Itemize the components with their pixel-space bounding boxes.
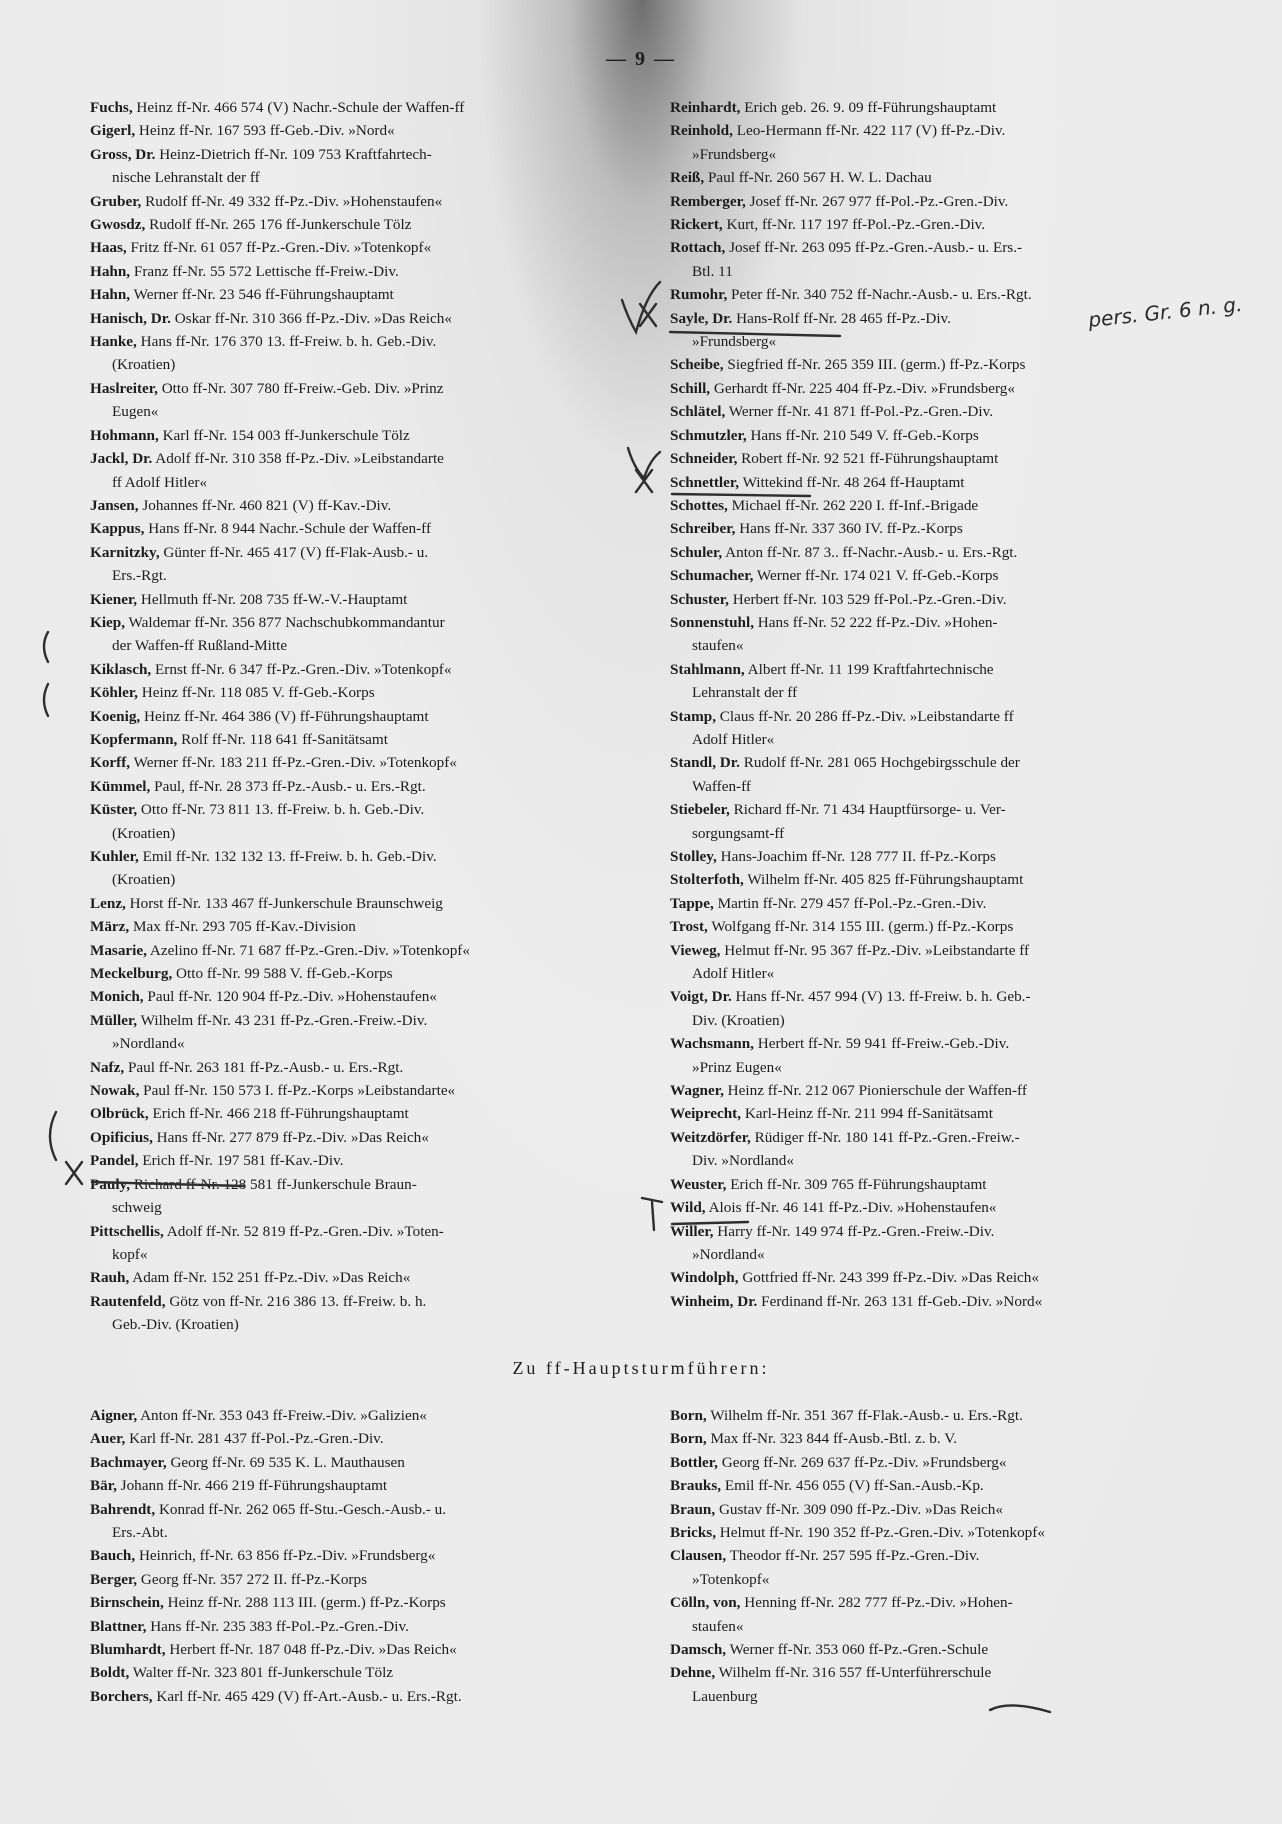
entry-surname: Trost,	[670, 918, 708, 936]
entry-details: Karl-Heinz ff-Nr. 211 994 ff-Sanitätsamt	[741, 1105, 993, 1123]
entry-surname: Pauly,	[90, 1175, 131, 1193]
entry-details: Waffen-ff	[692, 777, 751, 795]
entry-details: Heinz ff-Nr. 464 386 (V) ff-Führungshauptamt	[140, 707, 429, 725]
entry-surname: Fuchs,	[90, 99, 133, 116]
entry-details: Werner ff-Nr. 353 060 ff-Pz.-Gren.-Schule	[726, 1641, 989, 1659]
entry-details: Albert ff-Nr. 11 199 Kraftfahrtechnische	[744, 660, 994, 678]
entry-details: Gerhardt ff-Nr. 225 404 ff-Pz.-Div. »Frundsberg«	[710, 379, 1015, 397]
entry-surname: Meckelburg,	[90, 965, 173, 983]
entry-details: Fritz ff-Nr. 61 057 ff-Pz.-Gren.-Div. »Totenkopf«	[126, 239, 432, 257]
entry-details: Richard ff-Nr. 71 434 Hauptfürsorge- u. Ver-	[729, 801, 1006, 819]
entry-surname: Hanke,	[90, 333, 137, 351]
entry-surname: Stolley,	[670, 848, 717, 865]
entry-surname: Braun,	[670, 1500, 716, 1518]
entry-details: »Nordland«	[692, 1245, 765, 1263]
entry-surname: Wachsmann,	[670, 1035, 754, 1053]
entry-surname: Hahn,	[90, 286, 131, 304]
entry-details: »Frundsberg«	[692, 333, 777, 351]
entry-details: Georg ff-Nr. 69 535 K. L. Mauthausen	[166, 1453, 405, 1471]
entry-details: Michael ff-Nr. 262 220 I. ff-Inf.-Brigade	[727, 496, 979, 514]
entry-details: Heinz ff-Nr. 212 067 Pionierschule der Waffen-ff	[723, 1082, 1027, 1100]
entry-surname: Masarie,	[90, 941, 147, 959]
entry-surname: Gross, Dr.	[90, 145, 156, 163]
entry-details: (Kroatien)	[112, 356, 176, 374]
entry-details: Karl ff-Nr. 154 003 ff-Junkerschule Tölz	[158, 426, 410, 444]
entry-surname: Boldt,	[90, 1664, 130, 1682]
entry-details: Lauenburg	[692, 1687, 758, 1705]
entry-details: Gottfried ff-Nr. 243 399 ff-Pz.-Div. »Das Reich«	[738, 1269, 1039, 1287]
entry-surname: Bottler,	[670, 1453, 718, 1471]
entry-details: Claus ff-Nr. 20 286 ff-Pz.-Div. »Leibstandarte ff	[716, 707, 1014, 725]
entry-details: Alois ff-Nr. 46 141 ff-Pz.-Div. »Hohenstaufen«	[705, 1199, 997, 1217]
entry-details: Btl. 11	[692, 262, 733, 280]
entry-surname: Stahlmann,	[670, 660, 745, 678]
entry-details: Robert ff-Nr. 92 521 ff-Führungshauptamt	[737, 450, 999, 468]
entry-surname: Borchers,	[90, 1687, 153, 1705]
entry-details: Ers.-Abt.	[112, 1524, 168, 1542]
entry-surname: Bahrendt,	[90, 1500, 156, 1518]
entry-surname: Rauh,	[90, 1269, 130, 1287]
entry-details: staufen«	[692, 1617, 744, 1635]
entry-surname: Kiep,	[90, 613, 126, 631]
entry-surname: Kiklasch,	[90, 660, 152, 678]
entry-surname: Gigerl,	[90, 122, 136, 140]
entry-details: der Waffen-ff Rußland-Mitte	[112, 637, 288, 655]
entry-surname: Blumhardt,	[90, 1641, 166, 1659]
entry-surname: Gwosdz,	[90, 216, 146, 234]
entry-surname: Gruber,	[90, 192, 142, 210]
entry-details: Herbert ff-Nr. 103 529 ff-Pol.-Pz.-Gren.-Div.	[728, 590, 1007, 608]
entry-surname: Kümmel,	[90, 777, 151, 795]
entry-details: Heinrich, ff-Nr. 63 856 ff-Pz.-Div. »Frundsberg«	[135, 1547, 436, 1565]
entry-details: Wittekind ff-Nr. 48 264 ff-Hauptamt	[739, 473, 965, 491]
entry-details: Geb.-Div. (Kroatien)	[112, 1316, 239, 1334]
entry-details: Karl ff-Nr. 281 437 ff-Pol.-Pz.-Gren.-Div.	[125, 1430, 384, 1448]
entry-surname: Reinhold,	[670, 122, 733, 140]
entry-details: staufen«	[692, 637, 744, 655]
entry-surname: Monich,	[90, 988, 144, 1006]
entry-surname: Schottes,	[670, 496, 728, 514]
entry-surname: Olbrück,	[90, 1105, 149, 1123]
entry-surname: Nafz,	[90, 1058, 125, 1076]
entry-details: Ers.-Rgt.	[112, 567, 167, 585]
entry-details: Heinz ff-Nr. 118 085 V. ff-Geb.-Korps	[137, 684, 375, 702]
entry-details: Paul ff-Nr. 150 573 I. ff-Pz.-Korps »Leibstandarte«	[139, 1082, 456, 1100]
entry-details: Otto ff-Nr. 73 811 13. ff-Freiw. b. h. Geb.-Div.	[137, 801, 425, 819]
entry-details: Henning ff-Nr. 282 777 ff-Pz.-Div. »Hohen-	[740, 1594, 1013, 1612]
entry-surname: März,	[90, 918, 130, 936]
entry-surname: Kappus,	[90, 520, 145, 538]
entry-details: Rolf ff-Nr. 118 641 ff-Sanitätsamt	[177, 730, 388, 748]
underline-schnettler	[672, 494, 810, 496]
entry-surname: Köhler,	[90, 684, 138, 702]
entry-details: Werner ff-Nr. 183 211 ff-Pz.-Gren.-Div. »Totenkopf«	[130, 754, 457, 772]
entry-details: Johann ff-Nr. 466 219 ff-Führungshauptamt	[116, 1477, 388, 1495]
entry-surname: Born,	[670, 1407, 707, 1424]
entry-details: Johannes ff-Nr. 460 821 (V) ff-Kav.-Div.	[138, 496, 392, 514]
entry-surname: Schumacher,	[670, 567, 754, 585]
entry-details: Lehranstalt der ff	[692, 684, 798, 702]
entry-surname: Weitzdörfer,	[670, 1128, 751, 1146]
x-mark-schnettler	[636, 470, 652, 492]
entry-surname: Kopfermann,	[90, 730, 178, 748]
entry-surname: Schneider,	[670, 450, 738, 468]
x-mark-pauly	[66, 1162, 82, 1184]
entry-details: Günter ff-Nr. 465 417 (V) ff-Flak-Ausb.- u.	[159, 543, 429, 561]
entry-details: Theodor ff-Nr. 257 595 ff-Pz.-Gren.-Div.	[726, 1547, 980, 1565]
entry-surname: Stolterfoth,	[670, 871, 744, 889]
entry-details: Hans ff-Nr. 52 222 ff-Pz.-Div. »Hohen-	[754, 613, 998, 631]
entry-details: Adam ff-Nr. 152 251 ff-Pz.-Div. »Das Reich«	[129, 1269, 411, 1287]
entry-surname: Vieweg,	[670, 941, 721, 959]
entry-details: Hans ff-Nr. 235 383 ff-Pol.-Pz.-Gren.-Div.	[146, 1617, 409, 1635]
entry-details: Adolf Hitler«	[692, 965, 775, 983]
entry-details: Azelino ff-Nr. 71 687 ff-Pz.-Gren.-Div. »Totenkopf«	[146, 941, 470, 959]
entry-details: Oskar ff-Nr. 310 366 ff-Pz.-Div. »Das Reich«	[170, 309, 452, 327]
entry-details: ff Adolf Hitler«	[112, 473, 208, 491]
entry-surname: Stamp,	[670, 707, 716, 725]
entry-details: Eugen«	[112, 403, 159, 421]
stroke-bottom	[990, 1705, 1050, 1712]
entry-details: Div. (Kroatien)	[692, 1011, 785, 1029]
entry-details: Wolfgang ff-Nr. 314 155 III. (germ.) ff-Pz.-Korps	[707, 918, 1014, 936]
entry-details: Waldemar ff-Nr. 356 877 Nachschubkommandantur	[125, 613, 445, 631]
entry-details: Rudolf ff-Nr. 49 332 ff-Pz.-Div. »Hohenstaufen«	[141, 192, 443, 210]
entry-surname: Karnitzky,	[90, 543, 160, 561]
entry-surname: Küster,	[90, 801, 138, 819]
entry-details: Herbert ff-Nr. 187 048 ff-Pz.-Div. »Das Reich«	[165, 1641, 457, 1659]
entry-surname: Pandel,	[90, 1152, 139, 1170]
entry-details: Martin ff-Nr. 279 457 ff-Pol.-Pz.-Gren.-Div.	[713, 894, 987, 912]
entry-details: Horst ff-Nr. 133 467 ff-Junkerschule Braunschweig	[125, 894, 443, 912]
entry-surname: Standl, Dr.	[670, 754, 740, 772]
entry-details: Heinz-Dietrich ff-Nr. 109 753 Kraftfahrtech-	[155, 145, 432, 163]
entry-details: Hans ff-Nr. 277 879 ff-Pz.-Div. »Das Reich«	[152, 1128, 429, 1146]
entry-surname: Korff,	[90, 754, 131, 772]
entry-details: Otto ff-Nr. 307 780 ff-Freiw.-Geb. Div. »Prinz	[157, 379, 444, 397]
bracket-koehler	[44, 684, 48, 716]
entry-details: Emil ff-Nr. 132 132 13. ff-Freiw. b. h. Geb.-Div.	[138, 848, 437, 865]
entry-details: Adolf ff-Nr. 52 819 ff-Pz.-Gren.-Div. »Toten-	[163, 1222, 444, 1240]
entry-surname: Voigt, Dr.	[670, 988, 732, 1006]
underline-wild	[672, 1222, 748, 1224]
entry-surname: Auer,	[90, 1430, 126, 1448]
entry-surname: Bricks,	[670, 1524, 716, 1542]
handwritten-note-sayle: pers. Gr. 6 n. g.	[1087, 291, 1244, 333]
entry-details: Leo-Hermann ff-Nr. 422 117 (V) ff-Pz.-Div.	[732, 122, 1006, 140]
entry-surname: Weiprecht,	[670, 1105, 742, 1123]
entry-details: Götz von ff-Nr. 216 386 13. ff-Freiw. b. h.	[165, 1292, 427, 1310]
entry-details: (Kroatien)	[112, 871, 176, 889]
entry-surname: Rumohr,	[670, 286, 728, 304]
entry-surname: Winheim, Dr.	[670, 1292, 758, 1310]
entry-surname: Kuhler,	[90, 848, 139, 865]
entry-surname: Dehne,	[670, 1664, 716, 1682]
section-heading: Zu ff-Hauptsturmführern:	[512, 1358, 770, 1378]
entry-details: Helmut ff-Nr. 95 367 ff-Pz.-Div. »Leibstandarte ff	[720, 941, 1030, 959]
entry-details: Hans ff-Nr. 8 944 Nachr.-Schule der Waffen-ff	[144, 520, 432, 538]
entry-details: Werner ff-Nr. 23 546 ff-Führungshauptamt	[130, 286, 394, 304]
entry-surname: Clausen,	[670, 1547, 727, 1565]
entry-details: »Frundsberg«	[692, 145, 777, 163]
entry-surname: Remberger,	[670, 192, 746, 210]
entry-surname: Wild,	[670, 1199, 706, 1217]
entry-surname: Sayle, Dr.	[670, 309, 733, 327]
page-number: — 9 —	[606, 48, 676, 70]
bracket-kiklasch	[44, 632, 48, 662]
entry-details: Hans-Joachim ff-Nr. 128 777 II. ff-Pz.-Korps	[716, 848, 996, 865]
entry-surname: Hohmann,	[90, 426, 159, 444]
entry-details: Erich geb. 26. 9. 09 ff-Führungshauptamt	[740, 99, 997, 116]
entry-details: Werner ff-Nr. 174 021 V. ff-Geb.-Korps	[753, 567, 999, 585]
entry-surname: Schlätel,	[670, 403, 726, 421]
entry-surname: Born,	[670, 1430, 707, 1448]
entry-surname: Koenig,	[90, 707, 141, 725]
entry-details: Heinz ff-Nr. 288 113 III. (germ.) ff-Pz.-Korps	[163, 1594, 446, 1612]
entry-details: Paul ff-Nr. 120 904 ff-Pz.-Div. »Hohenstaufen«	[143, 988, 437, 1006]
entry-details: Max ff-Nr. 323 844 ff-Ausb.-Btl. z. b. V.	[706, 1430, 958, 1448]
entry-surname: Rautenfeld,	[90, 1292, 166, 1310]
entry-surname: Weuster,	[670, 1175, 727, 1193]
entry-surname: Hahn,	[90, 262, 131, 280]
entry-surname: Windolph,	[670, 1269, 739, 1287]
entry-surname: Nowak,	[90, 1082, 140, 1100]
entry-surname: Schuler,	[670, 543, 723, 561]
entry-details: Rudolf ff-Nr. 265 176 ff-Junkerschule Tölz	[145, 216, 412, 234]
entry-surname: Pittschellis,	[90, 1222, 164, 1240]
entry-details: Hellmuth ff-Nr. 208 735 ff-W.-V.-Hauptamt	[137, 590, 408, 608]
entry-details: Anton ff-Nr. 87 3.. ff-Nachr.-Ausb.- u. Ers.-Rgt.	[722, 543, 1018, 561]
entry-surname: Damsch,	[670, 1641, 727, 1659]
entry-details: Heinz ff-Nr. 167 593 ff-Geb.-Div. »Nord«	[135, 122, 395, 140]
entry-details: Adolf Hitler«	[692, 730, 775, 748]
entry-details: Hans ff-Nr. 176 370 13. ff-Freiw. b. h. Geb.-Div.	[136, 333, 437, 351]
entry-details: Kurt, ff-Nr. 117 197 ff-Pol.-Pz.-Gren.-Div.	[722, 216, 986, 234]
entry-surname: Müller,	[90, 1011, 138, 1029]
entry-details: Karl ff-Nr. 465 429 (V) ff-Art.-Ausb.- u. Ers.-Rgt.	[152, 1687, 462, 1705]
entry-surname: Willer,	[670, 1222, 714, 1240]
entry-surname: Kiener,	[90, 590, 138, 608]
entry-details: Emil ff-Nr. 456 055 (V) ff-San.-Ausb.-Kp.	[721, 1477, 984, 1495]
entry-details: sorgungsamt-ff	[692, 824, 785, 842]
bracket-opificius	[50, 1112, 56, 1160]
entry-surname: Jansen,	[90, 496, 139, 514]
underline-sayle	[670, 332, 840, 336]
entry-surname: Schuster,	[670, 590, 729, 608]
entry-details: Wilhelm ff-Nr. 316 557 ff-Unterführerschule	[715, 1664, 992, 1682]
entry-details: kopf«	[112, 1245, 148, 1263]
entry-surname: Blattner,	[90, 1617, 147, 1635]
entry-details: (Kroatien)	[112, 824, 176, 842]
entry-details: Peter ff-Nr. 340 752 ff-Nachr.-Ausb.- u. Ers.-Rgt.	[727, 286, 1032, 304]
entry-surname: Cölln, von,	[670, 1594, 741, 1612]
entry-details: Wilhelm ff-Nr. 405 825 ff-Führungshauptamt	[743, 871, 1024, 889]
entry-details: Hans ff-Nr. 457 994 (V) 13. ff-Freiw. b. h. Geb.-	[731, 988, 1031, 1006]
entry-details: Ferdinand ff-Nr. 263 131 ff-Geb.-Div. »Nord«	[757, 1292, 1043, 1310]
entry-surname: Schmutzler,	[670, 426, 747, 444]
entry-surname: Schreiber,	[670, 520, 736, 538]
entry-surname: Opificius,	[90, 1128, 153, 1146]
check-mark-schnettler	[628, 448, 660, 478]
entry-surname: Lenz,	[90, 894, 126, 912]
entry-details: Paul ff-Nr. 263 181 ff-Pz.-Ausb.- u. Ers.-Rgt.	[124, 1058, 404, 1076]
entry-details: Helmut ff-Nr. 190 352 ff-Pz.-Gren.-Div. »Totenkopf«	[716, 1524, 1045, 1542]
entry-details: Hans-Rolf ff-Nr. 28 465 ff-Pz.-Div.	[732, 309, 951, 327]
entry-details: Erich ff-Nr. 197 581 ff-Kav.-Div.	[138, 1152, 344, 1170]
entry-surname: Hanisch, Dr.	[90, 309, 171, 327]
entry-surname: Schill,	[670, 379, 711, 397]
entry-details: Adolf ff-Nr. 310 358 ff-Pz.-Div. »Leibstandarte	[152, 450, 444, 468]
entry-details: Hans ff-Nr. 210 549 V. ff-Geb.-Korps	[746, 426, 979, 444]
underline-pauly	[92, 1182, 244, 1186]
entry-surname: Aigner,	[90, 1407, 138, 1424]
entry-details: Erich ff-Nr. 466 218 ff-Führungshauptamt	[148, 1105, 409, 1123]
entry-details: Otto ff-Nr. 99 588 V. ff-Geb.-Korps	[172, 965, 393, 983]
entry-surname: Reiß,	[670, 169, 705, 187]
entry-details: Herbert ff-Nr. 59 941 ff-Freiw.-Geb.-Div.	[753, 1035, 1010, 1053]
entry-surname: Birnschein,	[90, 1594, 164, 1612]
entry-details: Gustav ff-Nr. 309 090 ff-Pz.-Div. »Das Reich«	[715, 1500, 1003, 1518]
entry-details: Heinz ff-Nr. 466 574 (V) Nachr.-Schule der Waffen-ff	[132, 99, 465, 116]
entry-surname: Schnettler,	[670, 473, 740, 491]
entry-surname: Rickert,	[670, 216, 723, 234]
entry-details: Franz ff-Nr. 55 572 Lettische ff-Freiw.-Div.	[130, 262, 399, 280]
entry-surname: Wagner,	[670, 1082, 724, 1100]
entry-details: Walter ff-Nr. 323 801 ff-Junkerschule Tölz	[129, 1664, 394, 1682]
entry-surname: Stiebeler,	[670, 801, 730, 819]
entry-surname: Bauch,	[90, 1547, 136, 1565]
entry-surname: Tappe,	[670, 894, 714, 912]
entry-surname: Bär,	[90, 1477, 117, 1495]
entry-details: Paul ff-Nr. 260 567 H. W. L. Dachau	[704, 169, 932, 187]
entry-details: »Prinz Eugen«	[692, 1058, 782, 1076]
entry-details: nische Lehranstalt der ff	[112, 169, 260, 187]
entry-details: »Totenkopf«	[692, 1570, 770, 1588]
entry-details: Wilhelm ff-Nr. 351 367 ff-Flak.-Ausb.- u. Ers.-Rgt.	[706, 1407, 1023, 1424]
entry-details: Rudolf ff-Nr. 281 065 Hochgebirgsschule der	[739, 754, 1020, 772]
entry-details: Josef ff-Nr. 263 095 ff-Pz.-Gren.-Ausb.- u. Ers.-	[725, 239, 1023, 257]
entry-details: Georg ff-Nr. 357 272 II. ff-Pz.-Korps	[137, 1570, 367, 1588]
entry-surname: Brauks,	[670, 1477, 722, 1495]
entry-details: Paul, ff-Nr. 28 373 ff-Pz.-Ausb.- u. Ers.-Rgt.	[150, 777, 426, 795]
entry-details: Werner ff-Nr. 41 871 ff-Pol.-Pz.-Gren.-Div.	[725, 403, 993, 421]
entry-surname: Berger,	[90, 1570, 138, 1588]
entry-details: Wilhelm ff-Nr. 43 231 ff-Pz.-Gren.-Freiw.-Div.	[137, 1011, 428, 1029]
entry-details: Div. »Nordland«	[692, 1152, 794, 1170]
entry-surname: Haas,	[90, 239, 127, 257]
entry-details: Rüdiger ff-Nr. 180 141 ff-Pz.-Gren.-Freiw.-	[750, 1128, 1020, 1146]
entry-surname: Bachmayer,	[90, 1453, 167, 1471]
entry-details: Anton ff-Nr. 353 043 ff-Freiw.-Div. »Galizien«	[137, 1407, 427, 1424]
entry-details: Georg ff-Nr. 269 637 ff-Pz.-Div. »Frundsberg«	[717, 1453, 1007, 1471]
entry-details: Konrad ff-Nr. 262 065 ff-Stu.-Gesch.-Ausb.- u.	[155, 1500, 447, 1518]
entry-details: Siegfried ff-Nr. 265 359 III. (germ.) ff-Pz.-Korps	[723, 356, 1026, 374]
entry-details: Max ff-Nr. 293 705 ff-Kav.-Division	[129, 918, 356, 936]
entry-details: Harry ff-Nr. 149 974 ff-Pz.-Gren.-Freiw.-Div.	[713, 1222, 995, 1240]
entry-details: schweig	[112, 1199, 162, 1217]
entry-surname: Sonnenstuhl,	[670, 613, 754, 631]
entry-surname: Scheibe,	[670, 356, 724, 374]
entry-surname: Reinhardt,	[670, 99, 741, 116]
entry-details: Hans ff-Nr. 337 360 IV. ff-Pz.-Korps	[735, 520, 963, 538]
entry-details: Ernst ff-Nr. 6 347 ff-Pz.-Gren.-Div. »Totenkopf«	[151, 660, 452, 678]
entry-details: Josef ff-Nr. 267 977 ff-Pol.-Pz.-Gren.-Div.	[745, 192, 1009, 210]
entry-surname: Haslreiter,	[90, 379, 158, 397]
entry-details: Erich ff-Nr. 309 765 ff-Führungshauptamt	[726, 1175, 987, 1193]
entry-details: »Nordland«	[112, 1035, 185, 1053]
entry-details: Richard ff-Nr. 128 581 ff-Junkerschule Braun-	[130, 1175, 417, 1193]
mark-wild	[642, 1198, 662, 1230]
entry-surname: Jackl, Dr.	[90, 450, 153, 468]
entry-surname: Rottach,	[670, 239, 726, 257]
